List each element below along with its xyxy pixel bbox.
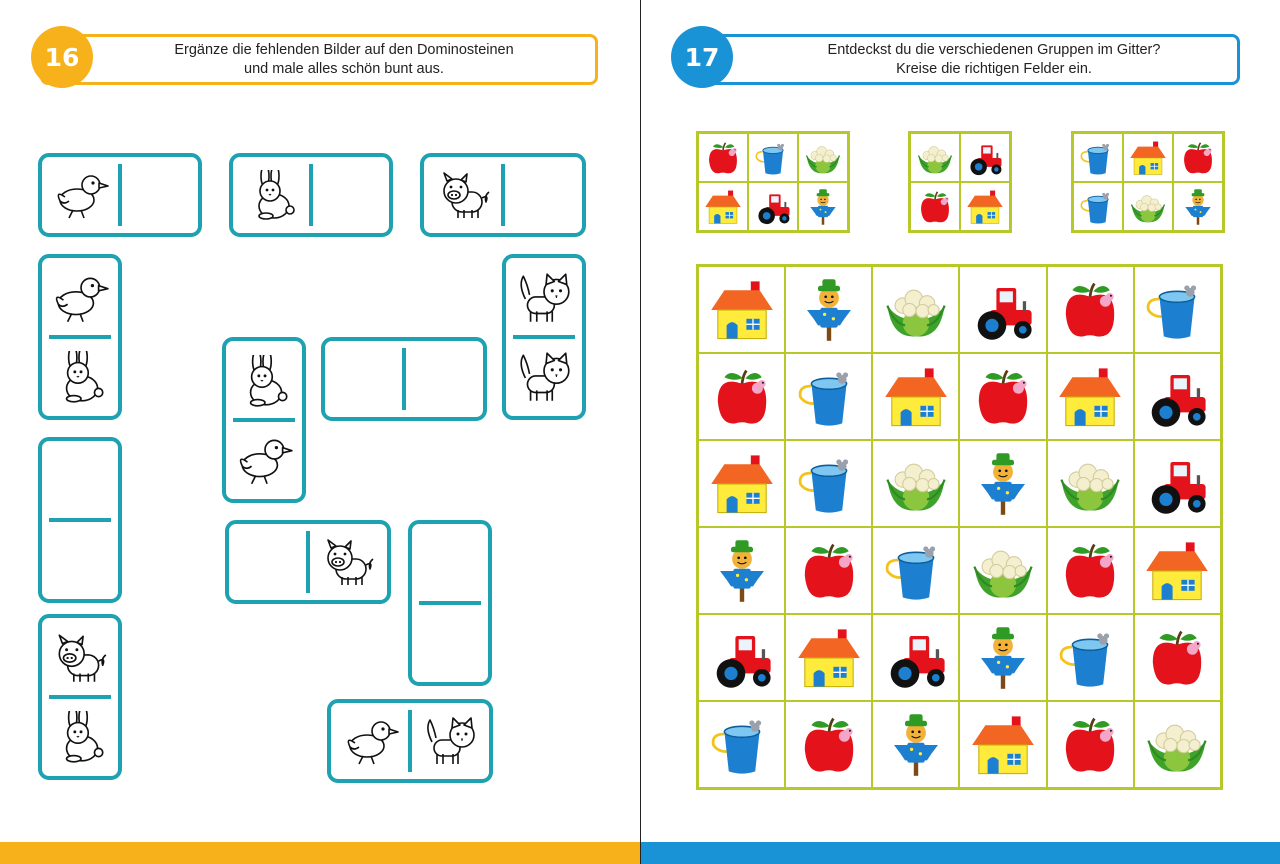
bucket-icon bbox=[1079, 139, 1117, 177]
scarecrow-icon bbox=[1179, 188, 1217, 226]
bucket-icon bbox=[1057, 625, 1123, 691]
group-cell bbox=[1073, 133, 1123, 182]
domino-divider bbox=[49, 518, 111, 522]
domino-tile bbox=[229, 153, 393, 237]
group-cell bbox=[1173, 182, 1223, 231]
grid-cell[interactable] bbox=[1047, 440, 1134, 527]
domino-empty-half[interactable] bbox=[503, 157, 582, 233]
grid-cell[interactable] bbox=[959, 266, 1046, 353]
chick-icon bbox=[49, 272, 111, 324]
cat-icon bbox=[513, 272, 575, 324]
group-cell bbox=[1173, 133, 1223, 182]
grid-cell[interactable] bbox=[872, 701, 959, 788]
domino-tile bbox=[225, 520, 391, 604]
grid-cell[interactable] bbox=[872, 266, 959, 353]
grid-cell[interactable] bbox=[785, 353, 872, 440]
domino-tile bbox=[38, 437, 122, 603]
exercise-number-badge: 16 bbox=[31, 26, 93, 88]
grid-cell[interactable] bbox=[959, 527, 1046, 614]
domino-divider bbox=[419, 601, 481, 605]
tractor-icon bbox=[966, 139, 1004, 177]
domino-empty-half[interactable] bbox=[120, 157, 198, 233]
domino-divider bbox=[309, 164, 313, 226]
domino-half bbox=[226, 420, 302, 499]
bunny-icon bbox=[233, 355, 295, 407]
cabbage-icon bbox=[1144, 712, 1210, 778]
domino-half bbox=[42, 258, 118, 337]
group-cell bbox=[960, 133, 1010, 182]
domino-tile bbox=[38, 254, 122, 420]
domino-half bbox=[506, 258, 582, 337]
grid-cell[interactable] bbox=[959, 353, 1046, 440]
grid-cell[interactable] bbox=[785, 440, 872, 527]
instruction-line-2: und male alles schön bunt aus. bbox=[244, 60, 444, 77]
instruction-box-17 bbox=[698, 34, 1240, 85]
bucket-icon bbox=[796, 451, 862, 517]
grid-cell[interactable] bbox=[698, 614, 785, 701]
domino-divider bbox=[49, 335, 111, 339]
bunny-icon bbox=[242, 170, 302, 220]
grid-cell[interactable] bbox=[872, 614, 959, 701]
house-icon bbox=[966, 188, 1004, 226]
domino-half bbox=[331, 703, 410, 779]
grid-cell[interactable] bbox=[785, 614, 872, 701]
group-cell bbox=[698, 182, 748, 231]
instruction-line-1: Ergänze die fehlenden Bilder auf den Dominosteinen bbox=[174, 41, 514, 58]
tractor-icon bbox=[1144, 364, 1210, 430]
grid-cell[interactable] bbox=[1047, 266, 1134, 353]
domino-half bbox=[42, 337, 118, 416]
scarecrow-icon bbox=[804, 188, 842, 226]
pig-icon bbox=[49, 632, 111, 684]
chick-icon bbox=[51, 170, 111, 220]
apple-icon bbox=[916, 188, 954, 226]
domino-divider bbox=[501, 164, 505, 226]
group-cell bbox=[698, 133, 748, 182]
cabbage-icon bbox=[804, 139, 842, 177]
group-cell bbox=[910, 182, 960, 231]
grid-cell[interactable] bbox=[698, 527, 785, 614]
apple-icon bbox=[796, 712, 862, 778]
scarecrow-icon bbox=[796, 277, 862, 343]
house-icon bbox=[796, 625, 862, 691]
house-icon bbox=[1057, 364, 1123, 430]
domino-half bbox=[410, 703, 489, 779]
cat-icon bbox=[420, 716, 480, 766]
grid-cell[interactable] bbox=[1047, 353, 1134, 440]
grid-cell[interactable] bbox=[785, 701, 872, 788]
house-icon bbox=[1144, 538, 1210, 604]
group-cell bbox=[798, 133, 848, 182]
group-pattern bbox=[1071, 131, 1225, 233]
domino-tile bbox=[222, 337, 306, 503]
domino-divider bbox=[49, 695, 111, 699]
grid-cell[interactable] bbox=[872, 353, 959, 440]
domino-divider bbox=[306, 531, 310, 593]
cabbage-icon bbox=[1129, 188, 1167, 226]
grid-cell[interactable] bbox=[1047, 701, 1134, 788]
grid-cell[interactable] bbox=[785, 266, 872, 353]
grid-cell[interactable] bbox=[698, 266, 785, 353]
domino-divider bbox=[118, 164, 122, 226]
group-cell bbox=[1073, 182, 1123, 231]
scarecrow-icon bbox=[709, 538, 775, 604]
domino-empty-half[interactable] bbox=[412, 603, 488, 682]
right-page bbox=[641, 0, 1280, 864]
instruction-line-2: Kreise die richtigen Felder ein. bbox=[896, 60, 1092, 77]
domino-tile bbox=[420, 153, 586, 237]
group-cell bbox=[1123, 182, 1173, 231]
group-pattern bbox=[696, 131, 850, 233]
exercise-number-badge: 17 bbox=[671, 26, 733, 88]
chick-icon bbox=[233, 434, 295, 486]
domino-empty-half[interactable] bbox=[412, 524, 488, 603]
grid-cell[interactable] bbox=[959, 614, 1046, 701]
bucket-icon bbox=[754, 139, 792, 177]
grid-cell[interactable] bbox=[1047, 527, 1134, 614]
grid-cell[interactable] bbox=[959, 701, 1046, 788]
domino-half bbox=[308, 524, 387, 600]
scarecrow-icon bbox=[970, 625, 1036, 691]
cabbage-icon bbox=[916, 139, 954, 177]
domino-tile bbox=[38, 614, 122, 780]
scarecrow-icon bbox=[883, 712, 949, 778]
group-cell bbox=[910, 133, 960, 182]
apple-icon bbox=[1057, 277, 1123, 343]
domino-empty-half[interactable] bbox=[404, 341, 483, 417]
pig-icon bbox=[318, 537, 378, 587]
bucket-icon bbox=[709, 712, 775, 778]
domino-half bbox=[506, 337, 582, 416]
house-icon bbox=[709, 451, 775, 517]
tractor-icon bbox=[883, 625, 949, 691]
house-icon bbox=[970, 712, 1036, 778]
tractor-icon bbox=[1144, 451, 1210, 517]
domino-tile bbox=[502, 254, 586, 420]
grid-cell[interactable] bbox=[1047, 614, 1134, 701]
apple-icon bbox=[1144, 625, 1210, 691]
cat-icon bbox=[513, 351, 575, 403]
footer-bar bbox=[641, 842, 1280, 864]
grid-cell[interactable] bbox=[698, 440, 785, 527]
grid-cell[interactable] bbox=[1134, 440, 1221, 527]
grid-cell[interactable] bbox=[785, 527, 872, 614]
bucket-icon bbox=[796, 364, 862, 430]
domino-tile bbox=[38, 153, 202, 237]
house-icon bbox=[709, 277, 775, 343]
domino-half bbox=[424, 157, 503, 233]
group-cell bbox=[748, 182, 798, 231]
grid-cell[interactable] bbox=[1134, 701, 1221, 788]
instruction-line-1: Entdeckst du die verschiedenen Gruppen im Gitter? bbox=[827, 41, 1161, 58]
bunny-icon bbox=[49, 351, 111, 403]
domino-divider bbox=[513, 335, 575, 339]
group-cell bbox=[748, 133, 798, 182]
footer-bar bbox=[0, 842, 640, 864]
apple-icon bbox=[704, 139, 742, 177]
domino-empty-half[interactable] bbox=[42, 520, 118, 599]
domino-half bbox=[42, 157, 120, 233]
grid-cell[interactable] bbox=[1134, 353, 1221, 440]
domino-divider bbox=[233, 418, 295, 422]
scarecrow-icon bbox=[970, 451, 1036, 517]
domino-divider bbox=[402, 348, 406, 410]
bucket-icon bbox=[1079, 188, 1117, 226]
domino-divider bbox=[408, 710, 412, 772]
cabbage-icon bbox=[970, 538, 1036, 604]
apple-icon bbox=[1179, 139, 1217, 177]
domino-tile bbox=[321, 337, 487, 421]
house-icon bbox=[1129, 139, 1167, 177]
cabbage-icon bbox=[1057, 451, 1123, 517]
domino-tile bbox=[408, 520, 492, 686]
grid-cell[interactable] bbox=[1134, 266, 1221, 353]
grid-cell[interactable] bbox=[1134, 527, 1221, 614]
grid-cell[interactable] bbox=[698, 701, 785, 788]
domino-empty-half[interactable] bbox=[325, 341, 404, 417]
domino-half bbox=[226, 341, 302, 420]
domino-half bbox=[42, 697, 118, 776]
tractor-icon bbox=[970, 277, 1036, 343]
picture-grid bbox=[696, 264, 1223, 790]
apple-icon bbox=[970, 364, 1036, 430]
house-icon bbox=[883, 364, 949, 430]
apple-icon bbox=[1057, 538, 1123, 604]
domino-empty-half[interactable] bbox=[42, 441, 118, 520]
bucket-icon bbox=[883, 538, 949, 604]
apple-icon bbox=[709, 364, 775, 430]
grid-cell[interactable] bbox=[1134, 614, 1221, 701]
domino-empty-half[interactable] bbox=[311, 157, 389, 233]
grid-cell[interactable] bbox=[698, 353, 785, 440]
group-cell bbox=[960, 182, 1010, 231]
grid-cell[interactable] bbox=[872, 440, 959, 527]
tractor-icon bbox=[709, 625, 775, 691]
domino-half bbox=[42, 618, 118, 697]
tractor-icon bbox=[754, 188, 792, 226]
bunny-icon bbox=[49, 711, 111, 763]
domino-empty-half[interactable] bbox=[229, 524, 308, 600]
domino-half bbox=[233, 157, 311, 233]
cabbage-icon bbox=[883, 277, 949, 343]
apple-icon bbox=[1057, 712, 1123, 778]
cabbage-icon bbox=[883, 451, 949, 517]
chick-icon bbox=[341, 716, 401, 766]
instruction-box-16 bbox=[40, 34, 598, 85]
grid-cell[interactable] bbox=[872, 527, 959, 614]
apple-icon bbox=[796, 538, 862, 604]
grid-cell[interactable] bbox=[959, 440, 1046, 527]
group-pattern bbox=[908, 131, 1012, 233]
domino-tile bbox=[327, 699, 493, 783]
bucket-icon bbox=[1144, 277, 1210, 343]
house-icon bbox=[704, 188, 742, 226]
group-cell bbox=[1123, 133, 1173, 182]
pig-icon bbox=[434, 170, 494, 220]
group-cell bbox=[798, 182, 848, 231]
